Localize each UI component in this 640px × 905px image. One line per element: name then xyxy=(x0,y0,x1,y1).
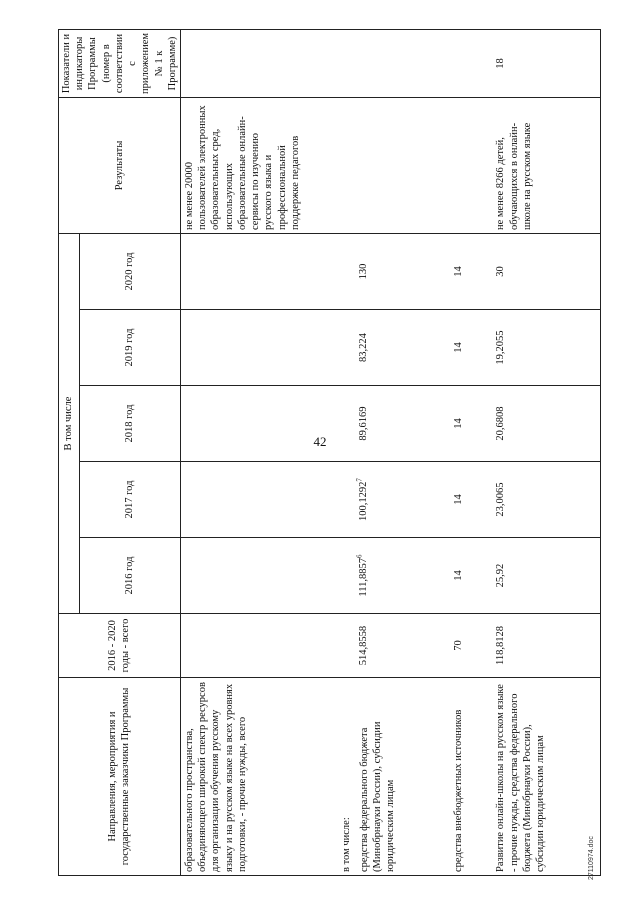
page-number: 42 xyxy=(313,434,327,449)
rotated-table-wrapper xyxy=(58,30,626,876)
row4-2017: 23,0065 xyxy=(492,462,600,538)
row3-2019: 14 xyxy=(450,310,492,386)
row1-results: не менее 20000 пользователей электронных образовательных сред, использующих образовательные онлайн-сервисы по изучению русского языка и профессиональной поддержке педагогов xyxy=(180,98,450,234)
table-row xyxy=(450,30,492,876)
header-2017: 2017 год xyxy=(79,462,180,538)
header-total: 2016 - 2020 годы - всего xyxy=(59,614,181,678)
header-indicators: Показатели и индикаторы Программы (номер в соответствии с приложением № 1 к Программе) xyxy=(59,30,181,98)
row4-total: 118,8128 xyxy=(492,614,600,678)
header-direction: Направления, мероприятия и государственные заказчики Программы xyxy=(59,678,181,876)
header-in-that: В том числе xyxy=(59,234,80,614)
program-table xyxy=(58,29,601,876)
table-row xyxy=(180,30,338,876)
row2-in-that: в том числе: xyxy=(341,817,353,872)
row4-2019: 19,2055 xyxy=(492,310,600,386)
row4-2018: 20,6808 xyxy=(492,386,600,462)
row1-indicators xyxy=(180,30,450,98)
row4-results: не менее 8266 детей, обучающихся в онлайн-школе на русском языке xyxy=(492,98,600,234)
header-2020: 2020 год xyxy=(79,234,180,310)
row1-total: 514,8558 xyxy=(358,625,370,666)
row3-2016: 14 xyxy=(450,538,492,614)
row1-direction: образовательного пространства, объединяющего широкий спектр ресурсов для организации обучения русскому языку и на русском языке на всех уровнях подготовки, - прочие нужды, всего xyxy=(180,678,338,876)
row3-direction: средства внебюджетных источников xyxy=(450,678,492,876)
row1-2016: 111,8857$^6$ xyxy=(355,554,370,597)
document-filename: 27110974.doc xyxy=(588,836,595,880)
header-results: Результаты xyxy=(59,98,181,234)
row3-2018: 14 xyxy=(450,386,492,462)
row4-direction: Развитие онлайн-школы на русском языке - прочие нужды, средства федерального бюджета (Минобрнауки России), субсидии юридическим лицам xyxy=(492,678,600,876)
row3-2017: 14 xyxy=(450,462,492,538)
table-row xyxy=(492,30,600,876)
header-2016: 2016 год xyxy=(79,538,180,614)
row4-2020: 30 xyxy=(492,234,600,310)
row1-2019: 83,224 xyxy=(358,333,370,362)
row4-2016: 25,92 xyxy=(492,538,600,614)
header-2019: 2019 год xyxy=(79,310,180,386)
row4-indicators: 18 xyxy=(492,30,600,98)
row1-2017: 100,1292$^7$ xyxy=(355,478,370,521)
row1-2018: 89,6169 xyxy=(358,406,370,441)
row1-2020: 130 xyxy=(358,263,370,280)
row2-direction: средства федерального бюджета (Минобрнауки России), субсидии юридическим лицам xyxy=(358,721,397,872)
row3-2020: 14 xyxy=(450,234,492,310)
row3-total: 70 xyxy=(450,614,492,678)
header-2018: 2018 год xyxy=(79,386,180,462)
